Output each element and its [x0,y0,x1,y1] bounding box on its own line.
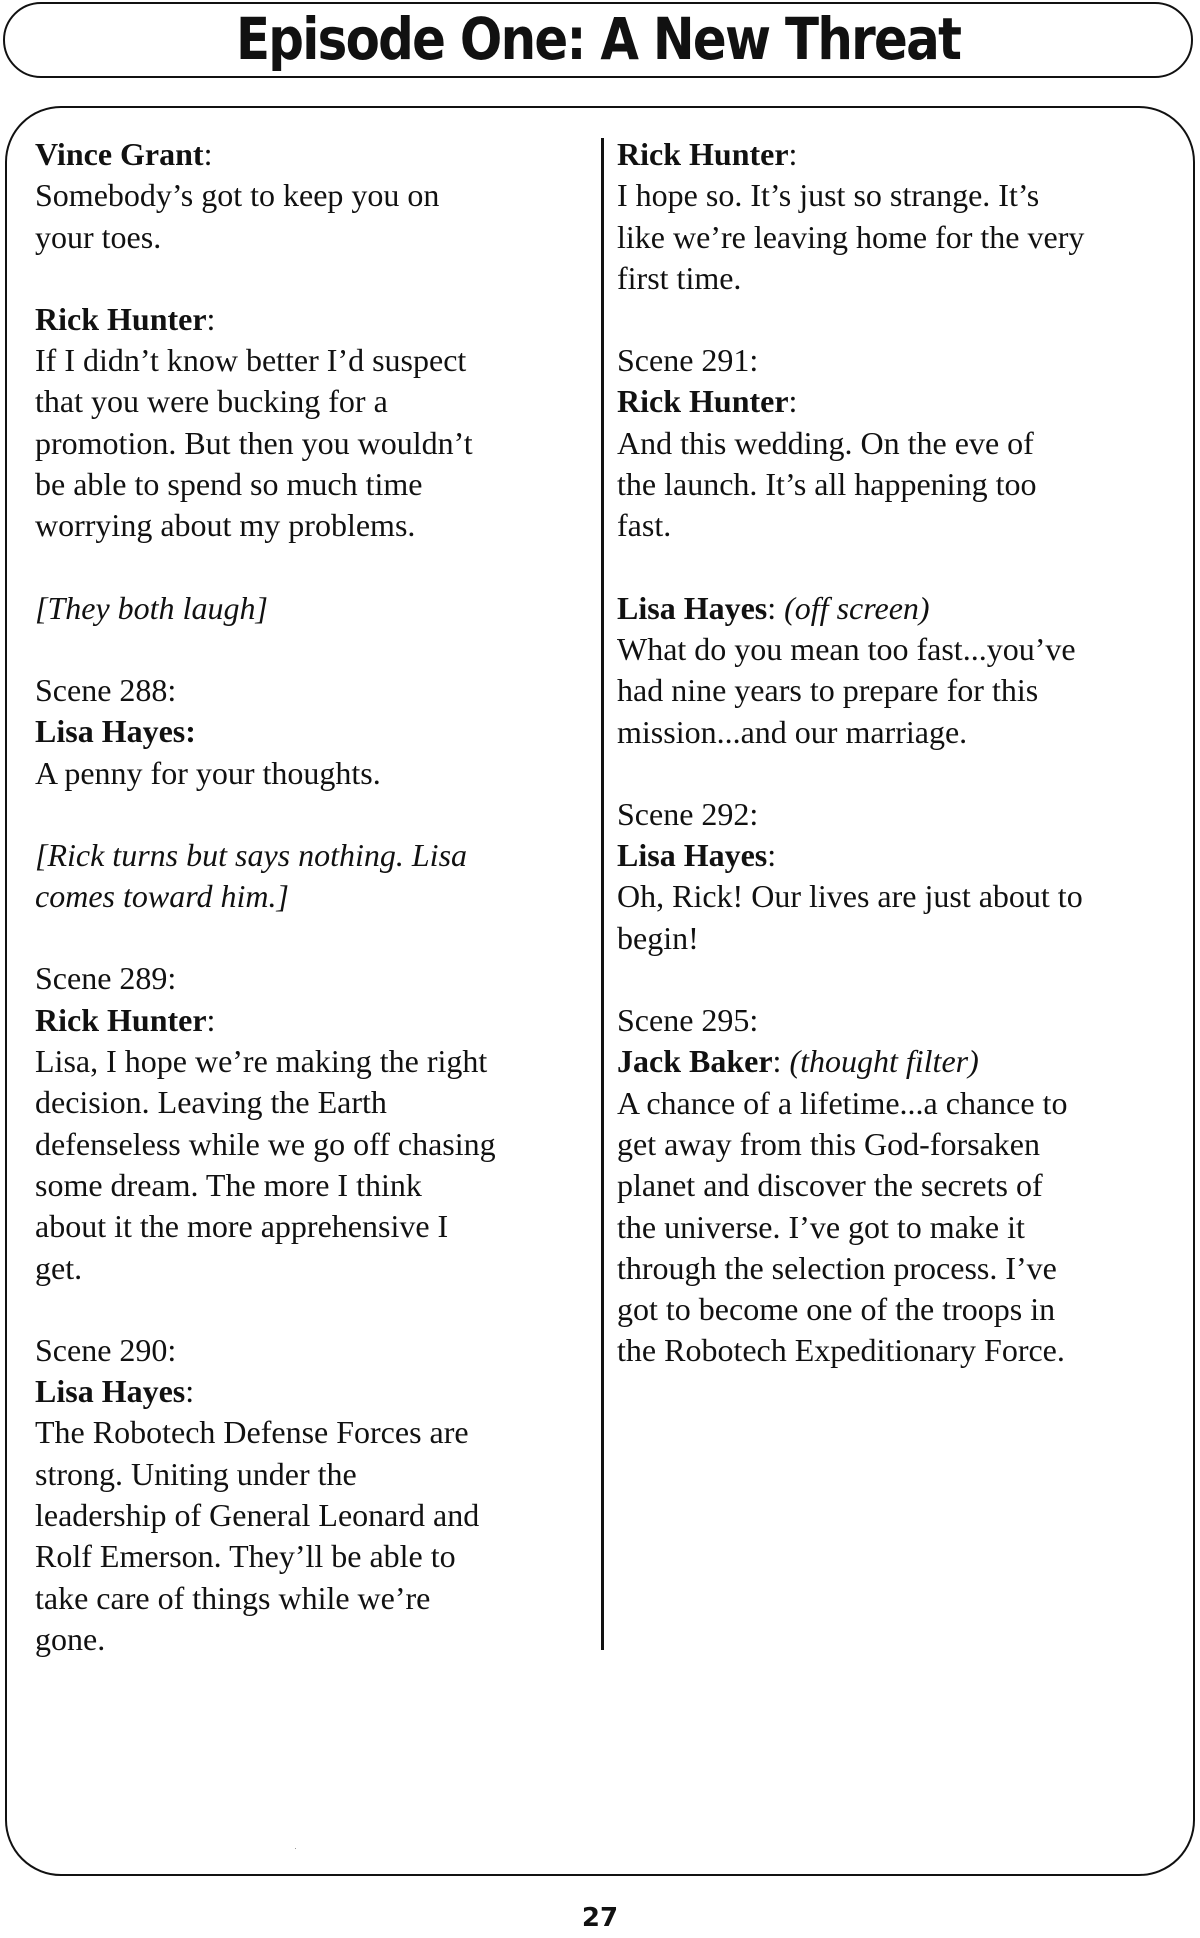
right-column [617,134,1182,1372]
speaker-colon: : [788,383,798,420]
speaker-name: Lisa Hayes [35,1373,186,1410]
scan-speck [295,1848,296,1849]
page-number: 27 [581,1903,619,1933]
dialogue-line: first time. [617,259,742,296]
speaker-line [35,1371,600,1412]
dialogue-block [617,1000,1182,1372]
speaker-line [617,588,1182,629]
dialogue-line: promotion. But then you wouldn’t [35,424,473,461]
page-title: Episode One: A New Threat [235,5,961,73]
dialogue-line: Lisa, I hope we’re making the right [35,1043,488,1080]
speaker-colon: : [767,589,777,626]
speaker-colon: : [203,136,213,172]
dialogue-line: Oh, Rick! Our lives are just about to [617,878,1083,915]
dialogue-line: defenseless while we go off chasing [35,1125,496,1162]
dialogue-line: the universe. I’ve got to make it [617,1208,1025,1245]
dialogue-block [617,588,1182,753]
dialogue-line: the Robotech Expeditionary Force. [617,1332,1065,1369]
speaker-name: Rick Hunter [35,1001,207,1038]
column-divider [601,138,604,1650]
speaker-colon: : [772,1043,782,1080]
speaker-colon: : [767,837,777,874]
dialogue-line: Somebody’s got to keep you on [35,177,440,214]
dialogue-line: like we’re leaving home for the very [617,218,1085,255]
speaker-name: Rick Hunter [35,300,207,337]
dialogue-line: take care of things while we’re [35,1579,431,1616]
stage-direction-block [35,588,600,629]
dialogue-block [35,299,600,547]
speaker-colon: : [185,1373,195,1410]
speaker-line [35,299,600,340]
dialogue-line: through the selection process. I’ve [617,1249,1057,1286]
speaker-name: Vince Grant [35,136,204,172]
dialogue-line: A chance of a lifetime...a chance to [617,1084,1068,1121]
dialogue-line: I hope so. It’s just so strange. It’s [617,177,1040,214]
dialogue-block [35,134,600,258]
dialogue-line: had nine years to prepare for this [617,672,1039,709]
dialogue-line: the launch. It’s all happening too [617,466,1037,503]
dialogue-block [617,794,1182,959]
scene-heading: Scene 295: [617,1002,759,1039]
dialogue-line: get away from this God-forsaken [617,1125,1040,1162]
dialogue-line: A penny for your thoughts. [35,754,381,791]
scene-heading: Scene 289: [35,960,177,997]
speaker-name: Jack Baker [617,1043,773,1080]
dialogue-line: your toes. [35,218,162,255]
dialogue-line: And this wedding. On the eve of [617,424,1034,461]
dialogue-line: mission...and our marriage. [617,713,968,750]
speaker-space [776,590,784,626]
speaker-line [617,134,1182,175]
dialogue-line: Rolf Emerson. They’ll be able to [35,1538,456,1575]
speaker-colon: : [788,136,798,172]
dialogue-line: got to become one of the troops in [617,1291,1056,1328]
dialogue-line: gone. [35,1620,106,1657]
parenthetical: (off screen) [784,589,930,626]
speaker-line [35,134,600,175]
speaker-line [35,1000,600,1041]
dialogue-line: planet and discover the secrets of [617,1167,1043,1204]
dialogue-block [35,1330,600,1660]
dialogue-line: decision. Leaving the Earth [35,1084,387,1121]
dialogue-block [617,340,1182,546]
dialogue-line: If I didn’t know better I’d suspect [35,342,467,379]
speaker-name: Lisa Hayes: [35,713,196,750]
speaker-colon: : [206,1001,216,1038]
left-column [35,134,600,1660]
speaker-colon: : [206,300,216,337]
title-banner [3,2,1193,78]
dialogue-line: fast. [617,507,672,544]
dialogue-block [35,670,600,794]
speaker-name: Rick Hunter [617,136,789,172]
speaker-line [617,1041,1182,1082]
dialogue-line: get. [35,1249,83,1286]
parenthetical: (thought filter) [789,1043,979,1080]
dialogue-line: What do you mean too fast...you’ve [617,630,1076,667]
dialogue-line: leadership of General Leonard and [35,1497,480,1534]
speaker-name: Lisa Hayes [617,837,768,874]
speaker-line [617,835,1182,876]
dialogue-line: that you were bucking for a [35,383,388,420]
dialogue-block [35,958,600,1288]
stage-direction-line: [They both laugh] [35,589,268,626]
dialogue-line: The Robotech Defense Forces are [35,1414,469,1451]
scene-heading: Scene 291: [617,342,759,379]
speaker-line [35,711,600,752]
stage-direction-line: comes toward him.] [35,878,289,915]
scene-heading: Scene 290: [35,1331,177,1368]
speaker-line [617,381,1182,422]
dialogue-line: begin! [617,919,699,956]
speaker-name: Rick Hunter [617,383,789,420]
stage-direction-block [35,835,600,918]
scene-heading: Scene 288: [35,671,177,708]
dialogue-line: about it the more apprehensive I [35,1208,449,1245]
dialogue-line: worrying about my problems. [35,507,416,544]
dialogue-line: some dream. The more I think [35,1166,422,1203]
scene-heading: Scene 292: [617,795,759,832]
stage-direction-line: [Rick turns but says nothing. Lisa [35,836,468,873]
dialogue-block [617,134,1182,299]
speaker-name: Lisa Hayes [617,589,768,626]
dialogue-line: strong. Uniting under the [35,1455,357,1492]
dialogue-line: be able to spend so much time [35,466,423,503]
